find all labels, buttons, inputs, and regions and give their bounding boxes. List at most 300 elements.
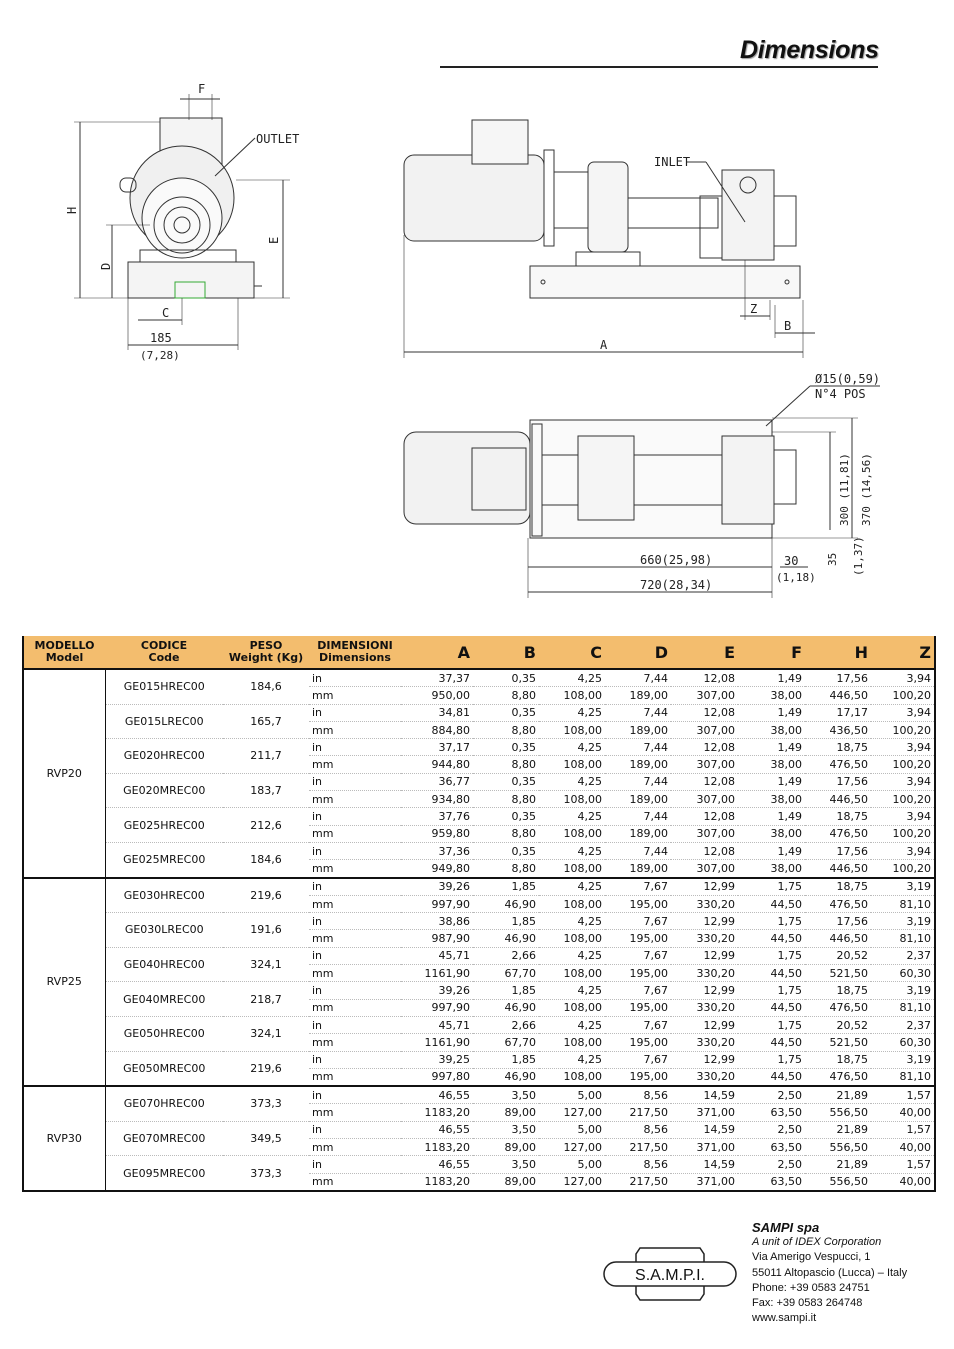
dimension-value-cell: 217,50	[605, 1104, 671, 1121]
dimension-value-cell: 12,99	[671, 1051, 738, 1068]
dimension-value-cell: 556,50	[805, 1139, 871, 1156]
dimension-value-cell: 63,50	[738, 1173, 805, 1191]
unit-cell: mm	[309, 965, 401, 982]
dimension-value-cell: 17,56	[805, 913, 871, 930]
dimension-value-cell: 307,00	[671, 756, 738, 773]
dimension-value-cell: 330,20	[671, 1034, 738, 1051]
dimension-value-cell: 330,20	[671, 999, 738, 1016]
dimension-value-cell: 944,80	[401, 756, 473, 773]
dimension-value-cell: 100,20	[871, 825, 935, 842]
dimension-value-cell: 476,50	[805, 999, 871, 1016]
unit-cell: mm	[309, 721, 401, 738]
table-row	[23, 878, 935, 896]
dimension-value-cell: 4,25	[539, 842, 605, 859]
dimension-value-cell: 38,00	[738, 860, 805, 878]
company-fax: Fax: +39 0583 264748	[752, 1297, 863, 1310]
dimension-value-cell: 5,00	[539, 1086, 605, 1104]
dimension-value-cell: 17,56	[805, 842, 871, 859]
company-website[interactable]: www.sampi.it	[752, 1312, 817, 1325]
dimension-value-cell: 14,59	[671, 1086, 738, 1104]
table-row	[23, 1121, 935, 1138]
dim-30-inch-label: (1,18)	[776, 571, 816, 584]
dim-185-label: 185	[150, 331, 172, 345]
dimension-value-cell: 330,20	[671, 965, 738, 982]
dimension-value-cell: 4,25	[539, 808, 605, 825]
dimension-value-cell: 8,56	[605, 1086, 671, 1104]
dimension-value-cell: 307,00	[671, 860, 738, 878]
header-col-e: E	[671, 636, 738, 669]
dimension-value-cell: 1,75	[738, 913, 805, 930]
dimension-value-cell: 1,85	[473, 878, 539, 896]
dimension-value-cell: 189,00	[605, 791, 671, 808]
dimension-value-cell: 108,00	[539, 687, 605, 704]
unit-cell: in	[309, 982, 401, 999]
table-row	[23, 913, 935, 930]
table-row	[23, 947, 935, 964]
dimension-value-cell: 2,66	[473, 947, 539, 964]
dimension-value-cell: 330,20	[671, 895, 738, 912]
dimension-value-cell: 37,36	[401, 842, 473, 859]
dimension-value-cell: 371,00	[671, 1139, 738, 1156]
weight-cell: 324,1	[223, 947, 309, 982]
dimension-value-cell: 4,25	[539, 982, 605, 999]
dimension-value-cell: 2,50	[738, 1156, 805, 1173]
dimension-value-cell: 12,08	[671, 808, 738, 825]
dimension-value-cell: 4,25	[539, 1051, 605, 1068]
dimension-value-cell: 1,75	[738, 1051, 805, 1068]
dimension-value-cell: 5,00	[539, 1121, 605, 1138]
unit-cell: in	[309, 1086, 401, 1104]
dimension-value-cell: 0,35	[473, 808, 539, 825]
dimension-value-cell: 3,19	[871, 913, 935, 930]
dimension-value-cell: 44,50	[738, 895, 805, 912]
table-row	[23, 808, 935, 825]
dimension-value-cell: 950,00	[401, 687, 473, 704]
weight-cell: 183,7	[223, 773, 309, 808]
dimension-value-cell: 37,76	[401, 808, 473, 825]
dimension-value-cell: 8,80	[473, 860, 539, 878]
dimension-value-cell: 3,50	[473, 1086, 539, 1104]
dimension-value-cell: 60,30	[871, 1034, 935, 1051]
dimension-value-cell: 14,59	[671, 1121, 738, 1138]
dimension-value-cell: 436,50	[805, 721, 871, 738]
dimension-value-cell: 44,50	[738, 1034, 805, 1051]
dimension-value-cell: 108,00	[539, 825, 605, 842]
dimension-value-cell: 17,56	[805, 669, 871, 687]
dimension-value-cell: 81,10	[871, 930, 935, 947]
code-cell: GE040MREC00	[105, 982, 223, 1017]
dimension-value-cell: 21,89	[805, 1121, 871, 1138]
dimension-value-cell: 108,00	[539, 756, 605, 773]
dimension-value-cell: 3,50	[473, 1121, 539, 1138]
dimension-value-cell: 1161,90	[401, 965, 473, 982]
dimension-value-cell: 46,90	[473, 999, 539, 1016]
header-col-b: B	[473, 636, 539, 669]
dimension-value-cell: 1,49	[738, 773, 805, 790]
company-name: SAMPI spa	[752, 1220, 820, 1235]
dimension-value-cell: 63,50	[738, 1104, 805, 1121]
dimension-value-cell: 46,55	[401, 1121, 473, 1138]
dimension-value-cell: 60,30	[871, 965, 935, 982]
dimension-value-cell: 987,90	[401, 930, 473, 947]
dimension-value-cell: 1,85	[473, 913, 539, 930]
unit-cell: mm	[309, 1034, 401, 1051]
model-cell: RVP20	[23, 669, 105, 878]
page-title: Dimensions	[740, 36, 879, 64]
dimension-value-cell: 1,57	[871, 1156, 935, 1173]
dimension-value-cell: 1161,90	[401, 1034, 473, 1051]
dimension-value-cell: 8,56	[605, 1121, 671, 1138]
dim-35-inch-label: (1,37)	[852, 536, 865, 576]
dimension-value-cell: 3,94	[871, 739, 935, 756]
hole-count-label: N°4 POS	[815, 387, 866, 401]
dimension-value-cell: 0,35	[473, 704, 539, 721]
dimension-value-cell: 4,25	[539, 913, 605, 930]
dimension-value-cell: 100,20	[871, 721, 935, 738]
technical-drawing	[0, 0, 954, 620]
dim-d-label: D	[99, 262, 113, 270]
dimension-value-cell: 46,90	[473, 1068, 539, 1086]
dimension-value-cell: 3,19	[871, 1051, 935, 1068]
dimension-value-cell: 1,75	[738, 1016, 805, 1033]
header-col-c: C	[539, 636, 605, 669]
dimension-value-cell: 2,50	[738, 1121, 805, 1138]
code-cell: GE015HREC00	[105, 669, 223, 704]
dimension-value-cell: 1,49	[738, 739, 805, 756]
dim-300-label: 300 (11,81)	[838, 453, 851, 526]
dimension-value-cell: 189,00	[605, 860, 671, 878]
code-cell: GE020HREC00	[105, 739, 223, 774]
dimension-value-cell: 7,44	[605, 669, 671, 687]
dimension-value-cell: 2,37	[871, 1016, 935, 1033]
code-cell: GE025HREC00	[105, 808, 223, 843]
dimension-value-cell: 38,86	[401, 913, 473, 930]
unit-cell: in	[309, 1156, 401, 1173]
dimension-value-cell: 195,00	[605, 1034, 671, 1051]
dimension-value-cell: 1,85	[473, 1051, 539, 1068]
dimension-value-cell: 7,44	[605, 842, 671, 859]
dimension-value-cell: 21,89	[805, 1086, 871, 1104]
weight-cell: 165,7	[223, 704, 309, 739]
dimension-value-cell: 67,70	[473, 965, 539, 982]
unit-cell: in	[309, 913, 401, 930]
dimension-value-cell: 195,00	[605, 965, 671, 982]
dimension-value-cell: 12,08	[671, 669, 738, 687]
header-col-d: D	[605, 636, 671, 669]
weight-cell: 184,6	[223, 669, 309, 704]
weight-cell: 219,6	[223, 878, 309, 913]
unit-cell: mm	[309, 687, 401, 704]
dimension-value-cell: 1,57	[871, 1086, 935, 1104]
dimension-value-cell: 1,49	[738, 704, 805, 721]
dimension-value-cell: 0,35	[473, 739, 539, 756]
code-cell: GE025MREC00	[105, 842, 223, 877]
company-info	[752, 1220, 907, 1326]
weight-cell: 349,5	[223, 1121, 309, 1156]
dimension-value-cell: 2,37	[871, 947, 935, 964]
dimension-value-cell: 12,99	[671, 878, 738, 896]
dimension-value-cell: 3,19	[871, 878, 935, 896]
unit-cell: mm	[309, 930, 401, 947]
dimension-value-cell: 476,50	[805, 825, 871, 842]
dimension-value-cell: 12,08	[671, 773, 738, 790]
dimension-value-cell: 127,00	[539, 1173, 605, 1191]
dimension-value-cell: 63,50	[738, 1139, 805, 1156]
dimension-value-cell: 446,50	[805, 687, 871, 704]
dim-f-label: F	[198, 82, 206, 96]
dimension-value-cell: 46,90	[473, 930, 539, 947]
unit-cell: in	[309, 1016, 401, 1033]
dimension-value-cell: 38,00	[738, 825, 805, 842]
sampi-logo	[600, 1246, 740, 1307]
dimension-value-cell: 12,99	[671, 913, 738, 930]
weight-cell: 184,6	[223, 842, 309, 877]
dimension-value-cell: 307,00	[671, 721, 738, 738]
dimension-value-cell: 7,67	[605, 1051, 671, 1068]
model-cell: RVP30	[23, 1086, 105, 1191]
dim-c-label: C	[162, 306, 170, 320]
dimension-value-cell: 3,94	[871, 704, 935, 721]
dimension-value-cell: 521,50	[805, 965, 871, 982]
dimension-value-cell: 7,67	[605, 913, 671, 930]
table-row	[23, 704, 935, 721]
weight-cell: 218,7	[223, 982, 309, 1017]
dimension-value-cell: 4,25	[539, 947, 605, 964]
dimension-value-cell: 2,50	[738, 1086, 805, 1104]
dimension-value-cell: 1,75	[738, 947, 805, 964]
dimension-value-cell: 371,00	[671, 1104, 738, 1121]
dimension-value-cell: 17,56	[805, 773, 871, 790]
inlet-label: INLET	[654, 155, 691, 169]
header-col-h: H	[805, 636, 871, 669]
dimension-value-cell: 446,50	[805, 930, 871, 947]
unit-cell: in	[309, 739, 401, 756]
unit-cell: mm	[309, 1139, 401, 1156]
dimension-value-cell: 521,50	[805, 1034, 871, 1051]
weight-cell: 211,7	[223, 739, 309, 774]
unit-cell: mm	[309, 999, 401, 1016]
dimension-value-cell: 40,00	[871, 1173, 935, 1191]
code-cell: GE040HREC00	[105, 947, 223, 982]
unit-cell: in	[309, 947, 401, 964]
dimension-value-cell: 189,00	[605, 756, 671, 773]
dimension-value-cell: 8,80	[473, 756, 539, 773]
dimension-value-cell: 40,00	[871, 1104, 935, 1121]
dimension-value-cell: 476,50	[805, 895, 871, 912]
dimension-value-cell: 0,35	[473, 669, 539, 687]
unit-cell: in	[309, 808, 401, 825]
dimension-value-cell: 959,80	[401, 825, 473, 842]
dim-a-label: A	[600, 338, 608, 352]
weight-cell: 212,6	[223, 808, 309, 843]
dimension-value-cell: 14,59	[671, 1156, 738, 1173]
dim-30-label: 30	[784, 554, 799, 568]
unit-cell: mm	[309, 791, 401, 808]
unit-cell: mm	[309, 1173, 401, 1191]
dim-h-label: H	[65, 206, 79, 214]
dimension-value-cell: 37,17	[401, 739, 473, 756]
dimension-value-cell: 476,50	[805, 756, 871, 773]
dimension-value-cell: 195,00	[605, 930, 671, 947]
dimension-value-cell: 100,20	[871, 687, 935, 704]
dimension-value-cell: 127,00	[539, 1139, 605, 1156]
table-row	[23, 739, 935, 756]
code-cell: GE030HREC00	[105, 878, 223, 913]
dimension-value-cell: 307,00	[671, 687, 738, 704]
dimensions-table	[22, 636, 936, 1192]
dimension-value-cell: 7,44	[605, 808, 671, 825]
dimension-value-cell: 5,00	[539, 1156, 605, 1173]
side-view	[404, 120, 815, 358]
dim-e-label: E	[267, 236, 281, 244]
dimension-value-cell: 7,44	[605, 704, 671, 721]
header-col-f: F	[738, 636, 805, 669]
dimension-value-cell: 12,08	[671, 704, 738, 721]
dimension-value-cell: 446,50	[805, 791, 871, 808]
dimension-value-cell: 18,75	[805, 739, 871, 756]
unit-cell: mm	[309, 1068, 401, 1086]
dimension-value-cell: 44,50	[738, 1068, 805, 1086]
dimension-value-cell: 1183,20	[401, 1104, 473, 1121]
dimension-value-cell: 17,17	[805, 704, 871, 721]
dimension-value-cell: 2,66	[473, 1016, 539, 1033]
header-weight: PESO Weight (Kg)	[223, 636, 309, 669]
table-row	[23, 982, 935, 999]
dimension-value-cell: 89,00	[473, 1139, 539, 1156]
dimension-value-cell: 100,20	[871, 756, 935, 773]
dimension-value-cell: 21,89	[805, 1156, 871, 1173]
dimension-value-cell: 37,37	[401, 669, 473, 687]
unit-cell: in	[309, 773, 401, 790]
table-row	[23, 1016, 935, 1033]
code-cell: GE020MREC00	[105, 773, 223, 808]
dimension-value-cell: 18,75	[805, 808, 871, 825]
dimension-value-cell: 108,00	[539, 721, 605, 738]
logo-text: S.A.M.P.I.	[635, 1267, 705, 1284]
dimension-value-cell: 40,00	[871, 1139, 935, 1156]
dimension-value-cell: 38,00	[738, 721, 805, 738]
dimension-value-cell: 371,00	[671, 1173, 738, 1191]
dimension-value-cell: 44,50	[738, 930, 805, 947]
dimension-value-cell: 108,00	[539, 999, 605, 1016]
dimension-value-cell: 195,00	[605, 999, 671, 1016]
header-model: MODELLO Model	[23, 636, 105, 669]
dimension-value-cell: 81,10	[871, 999, 935, 1016]
dimension-value-cell: 1,49	[738, 669, 805, 687]
company-street: Via Amerigo Vespucci, 1	[752, 1251, 871, 1264]
table-row	[23, 1156, 935, 1173]
dimension-value-cell: 67,70	[473, 1034, 539, 1051]
dimension-value-cell: 307,00	[671, 825, 738, 842]
unit-cell: in	[309, 1121, 401, 1138]
dimension-value-cell: 949,80	[401, 860, 473, 878]
outlet-label: OUTLET	[256, 132, 300, 146]
unit-cell: in	[309, 842, 401, 859]
dimension-value-cell: 1,49	[738, 808, 805, 825]
unit-cell: mm	[309, 895, 401, 912]
dimension-value-cell: 556,50	[805, 1104, 871, 1121]
weight-cell: 373,3	[223, 1156, 309, 1191]
company-city: 55011 Altopascio (Lucca) – Italy	[752, 1266, 908, 1279]
unit-cell: in	[309, 1051, 401, 1068]
dimension-value-cell: 997,90	[401, 999, 473, 1016]
dimension-value-cell: 1183,20	[401, 1173, 473, 1191]
header-dimensions: DIMENSIONI Dimensions	[309, 636, 401, 669]
dimension-value-cell: 189,00	[605, 721, 671, 738]
company-phone: Phone: +39 0583 24751	[752, 1281, 870, 1294]
dimension-value-cell: 89,00	[473, 1173, 539, 1191]
dimension-value-cell: 89,00	[473, 1104, 539, 1121]
dimension-value-cell: 4,25	[539, 739, 605, 756]
dimension-value-cell: 81,10	[871, 895, 935, 912]
dimension-value-cell: 556,50	[805, 1173, 871, 1191]
dimension-value-cell: 12,99	[671, 982, 738, 999]
dimension-value-cell: 12,99	[671, 947, 738, 964]
dimension-value-cell: 189,00	[605, 687, 671, 704]
dimension-value-cell: 108,00	[539, 895, 605, 912]
dimension-value-cell: 3,94	[871, 808, 935, 825]
dimension-value-cell: 4,25	[539, 773, 605, 790]
dim-370-label: 370 (14,56)	[860, 453, 873, 526]
dimension-value-cell: 38,00	[738, 687, 805, 704]
dimension-value-cell: 127,00	[539, 1104, 605, 1121]
dimension-value-cell: 12,99	[671, 1016, 738, 1033]
dimension-value-cell: 476,50	[805, 1068, 871, 1086]
unit-cell: in	[309, 704, 401, 721]
header-col-z: Z	[871, 636, 935, 669]
table-row	[23, 842, 935, 859]
dimension-value-cell: 3,50	[473, 1156, 539, 1173]
code-cell: GE030LREC00	[105, 913, 223, 948]
dimension-value-cell: 20,52	[805, 1016, 871, 1033]
dimension-value-cell: 195,00	[605, 1068, 671, 1086]
dimension-value-cell: 18,75	[805, 982, 871, 999]
dimension-value-cell: 330,20	[671, 1068, 738, 1086]
dimension-value-cell: 108,00	[539, 791, 605, 808]
dimension-value-cell: 46,55	[401, 1156, 473, 1173]
dimension-value-cell: 7,67	[605, 947, 671, 964]
dimension-value-cell: 217,50	[605, 1139, 671, 1156]
dimension-value-cell: 0,35	[473, 842, 539, 859]
dimension-value-cell: 12,08	[671, 842, 738, 859]
dimension-value-cell: 3,94	[871, 773, 935, 790]
dim-660-label: 660(25,98)	[640, 553, 713, 567]
dimension-value-cell: 44,50	[738, 999, 805, 1016]
dimension-value-cell: 8,80	[473, 791, 539, 808]
dimension-value-cell: 0,35	[473, 773, 539, 790]
dimension-value-cell: 34,81	[401, 704, 473, 721]
dim-720-label: 720(28,34)	[640, 578, 713, 592]
dimension-value-cell: 195,00	[605, 895, 671, 912]
dimension-value-cell: 4,25	[539, 704, 605, 721]
dimension-value-cell: 7,67	[605, 878, 671, 896]
dimension-value-cell: 44,50	[738, 965, 805, 982]
dimension-value-cell: 3,94	[871, 842, 935, 859]
dimension-value-cell: 7,67	[605, 982, 671, 999]
unit-cell: mm	[309, 756, 401, 773]
dimension-value-cell: 1,75	[738, 878, 805, 896]
dim-z-label: Z	[750, 302, 758, 316]
dim-35-label: 35	[826, 552, 839, 566]
dimension-value-cell: 100,20	[871, 791, 935, 808]
header-col-a: A	[401, 636, 473, 669]
dimension-value-cell: 39,26	[401, 878, 473, 896]
dimension-value-cell: 307,00	[671, 791, 738, 808]
dim-b-label: B	[784, 319, 792, 333]
unit-cell: mm	[309, 1104, 401, 1121]
dimension-value-cell: 997,90	[401, 895, 473, 912]
dimension-value-cell: 3,19	[871, 982, 935, 999]
